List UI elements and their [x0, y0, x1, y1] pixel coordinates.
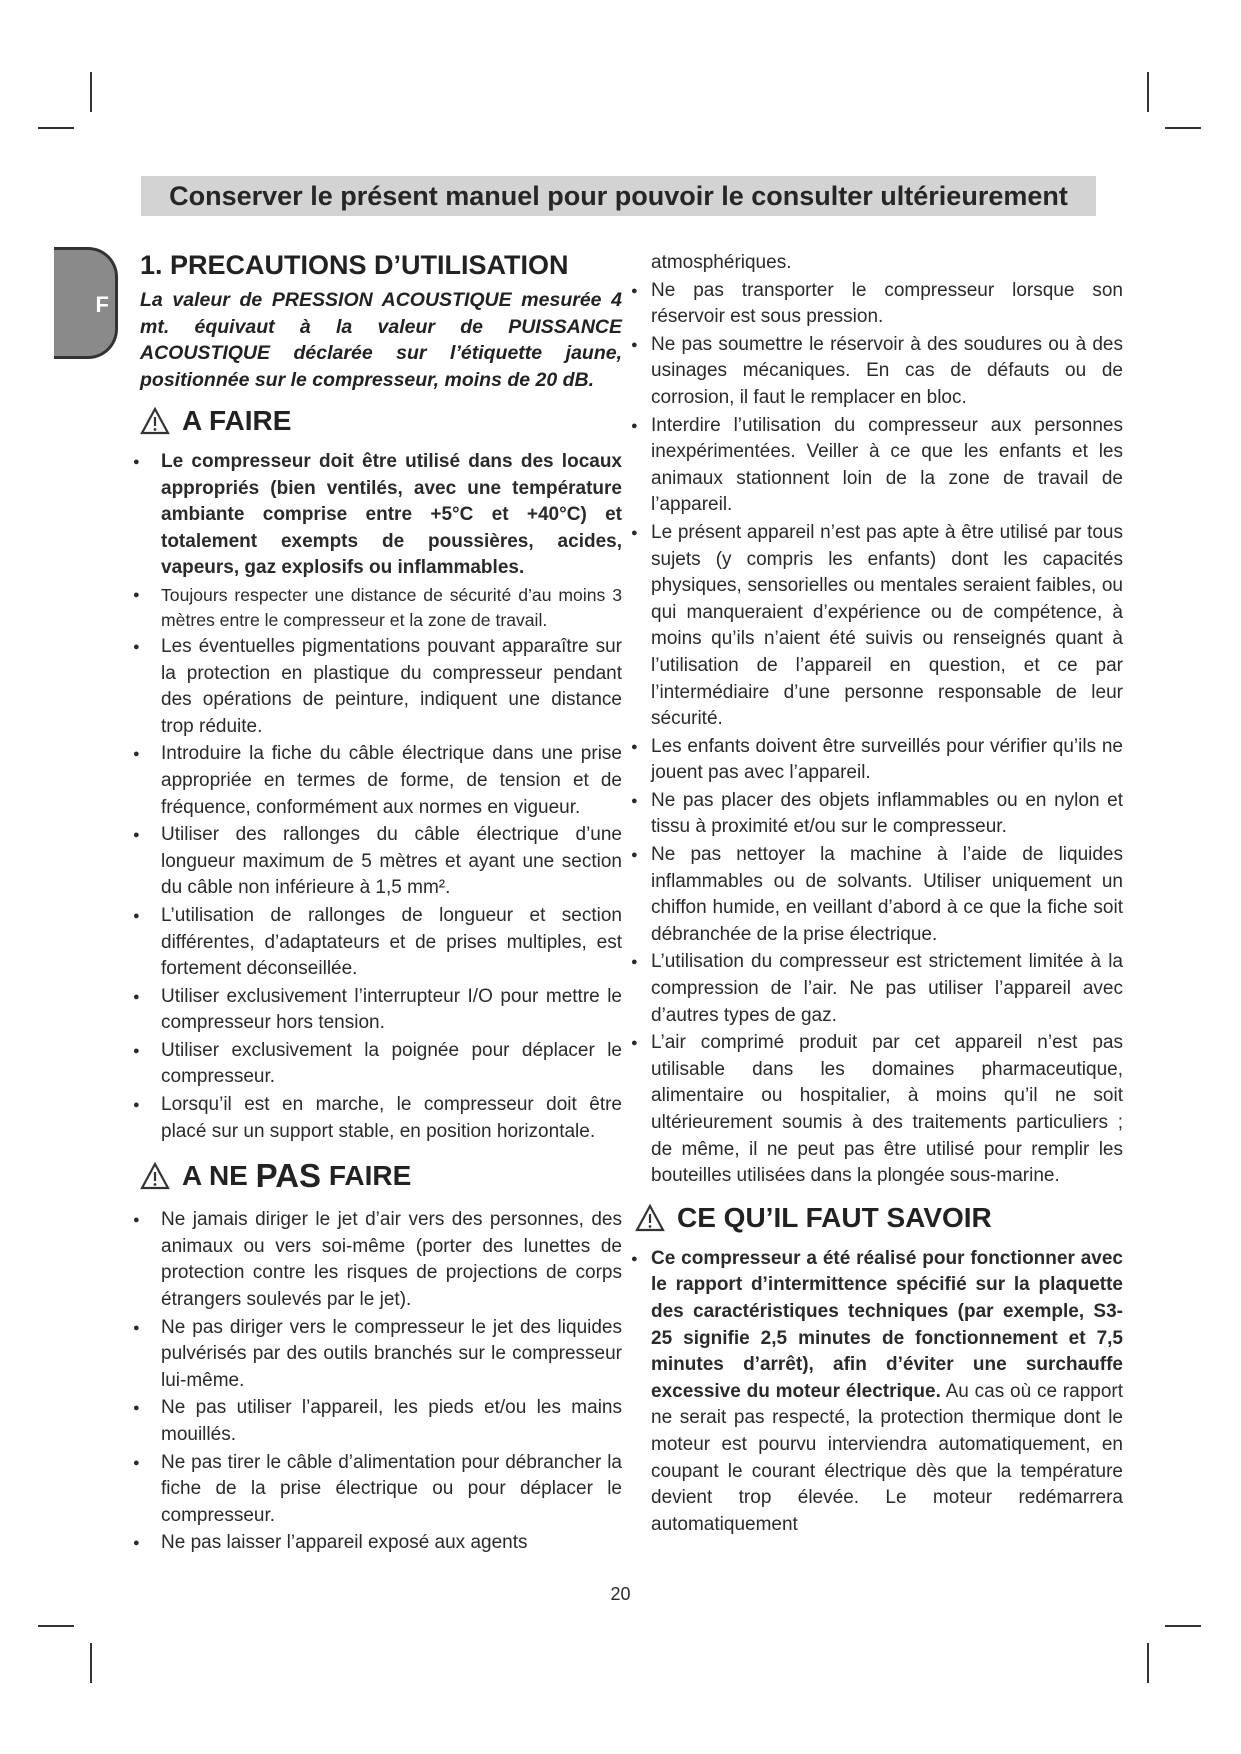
savoir-bold-text: Ce compresseur a été réalisé pour fonctionner avec le rapport d’intermittence spécifié sur la plaquette des caractéristiques techniques (par exemple, S3-25 signifie 2,5 minutes de fonctionnement et 7,5 minutes d’arrêt), afin d’éviter une surchauffe excessive du moteur électrique.: [651, 1247, 1123, 1402]
list-item: [651, 1246, 1123, 1539]
list-item: ● Utiliser exclusivement la poignée pour déplacer le compresseur.: [140, 1038, 622, 1091]
language-tab: [54, 247, 118, 359]
language-tab-label: F: [95, 292, 109, 317]
list-item: ● Ne jamais diriger le jet d’air vers des personnes, des animaux ou vers soi-même (porter des lunettes de protection contre les risques de projections de corps étrangers soulevés par le jet).: [140, 1207, 622, 1313]
right-list: [651, 278, 1123, 1190]
list-item: ● L’air comprimé produit par cet appareil n’est pas utilisable dans les domaines pharmaceutique, alimentaire ou hospitalier, à moins qu’il ne soit ultérieurement soumis à des traitements particuliers ; de même, il ne peut pas être utilisé pour remplir les bouteilles utilisées dans la plongée sous-marine.: [651, 1030, 1123, 1190]
section-heading: 1. PRECAUTIONS D’UTILISATION: [140, 250, 569, 280]
anepas-title-b: FAIRE: [328, 1160, 412, 1192]
afaire-list: [140, 449, 622, 1145]
savoir-rest-text: Au cas où ce rapport ne serait pas respecté, la protection thermique dont le moteur est pourvu interviendra automatiquement, en coupant le courant électrique dès que la température devient trop élevée. Le moteur redémarrera automatiquement: [651, 1380, 1124, 1535]
warning-triangle-icon: [140, 1162, 170, 1190]
list-item: ● Ne pas soumettre le réservoir à des soudures ou à des usinages mécaniques. En cas de défauts ou de corrosion, il faut le remplacer en bloc.: [651, 332, 1123, 412]
list-item: ● Le compresseur doit être utilisé dans des locaux appropriés (bien ventilés, avec une température ambiante comprise entre +5°C et +40°C) et totalement exempts de poussières, acides, vapeurs, gaz explosifs ou inflammables.: [140, 449, 622, 582]
list-item: ● Ne pas transporter le compresseur lorsque son réservoir est sous pression.: [651, 278, 1123, 331]
afaire-heading: [140, 405, 622, 437]
crop-mark: [1147, 72, 1149, 112]
crop-mark: [1165, 1625, 1201, 1627]
list-item: ● Ne pas nettoyer la machine à l’aide de liquides inflammables ou de solvants. Utiliser uniquement un chiffon humide, en veillant d’abord à ce que la fiche soit débranchée de la prise électrique.: [651, 842, 1123, 948]
list-item: ● Interdire l’utilisation du compresseur aux personnes inexpérimentées. Veiller à ce que les enfants et les animaux stationnent loin de la zone de travail de l’appareil.: [651, 413, 1123, 519]
page-banner: Conserver le présent manuel pour pouvoir le consulter ultérieurement: [141, 176, 1096, 216]
list-item: ● Ne pas laisser l’appareil exposé aux agents: [140, 1530, 622, 1557]
left-column: [140, 248, 622, 1558]
continuation-text: atmosphériques.: [651, 252, 792, 273]
savoir-title: CE QU’IL FAUT SAVOIR: [677, 1201, 992, 1233]
list-item: ● L’utilisation de rallonges de longueur et section différentes, d’adaptateurs et de prises multiples, est fortement déconseillée.: [140, 903, 622, 983]
list-item: ● Utiliser exclusivement l’interrupteur I/O pour mettre le compresseur hors tension.: [140, 984, 622, 1037]
anepas-title-a: A NE: [182, 1160, 248, 1192]
list-item: ● Ne pas utiliser l’appareil, les pieds et/ou les mains mouillés.: [140, 1395, 622, 1448]
list-item: ● Les enfants doivent être surveillés pour vérifier qu’ils ne jouent pas avec l’appareil.: [651, 734, 1123, 787]
page-number: 20: [610, 1584, 631, 1604]
savoir-heading: [635, 1202, 1123, 1234]
crop-mark: [1147, 1643, 1149, 1683]
savoir-list: [651, 1246, 1123, 1539]
list-item: ● L’utilisation du compresseur est strictement limitée à la compression de l’air. Ne pas utiliser l’appareil avec d’autres types de gaz.: [651, 949, 1123, 1029]
warning-triangle-icon: [140, 407, 170, 435]
list-item: ● Les éventuelles pigmentations pouvant apparaître sur la protection en plastique du compresseur pendant des opérations de peinture, indiquent une distance trop réduite.: [140, 634, 622, 740]
anepas-heading: [140, 1157, 622, 1195]
crop-mark: [38, 1625, 74, 1627]
list-item: ● Introduire la fiche du câble électrique dans une prise appropriée en termes de forme, de tension et de fréquence, conformément aux normes en vigueur.: [140, 741, 622, 821]
crop-mark: [1165, 127, 1201, 129]
crop-mark: [38, 127, 74, 129]
list-item: ● Toujours respecter une distance de sécurité d’au moins 3 mètres entre le compresseur et la zone de travail.: [140, 583, 622, 633]
crop-mark: [90, 1643, 92, 1683]
list-item: ● Ne pas tirer le câble d’alimentation pour débrancher la fiche de la prise électrique ou pour déplacer le compresseur.: [140, 1450, 622, 1530]
list-item: ● Le présent appareil n’est pas apte à être utilisé par tous sujets (y compris les enfants) dont les capacités physiques, sensorielles ou mentales seraient faibles, ou qui manqueraient d’expérience ou de compétence, à moins qu’ils n’aient été suivis ou renseignés quant à l’utilisation de l’appareil en question, et ce par l’intermédiaire d’une personne responsable de leur sécurité.: [651, 520, 1123, 733]
warning-triangle-icon: [635, 1204, 665, 1232]
crop-mark: [90, 72, 92, 112]
list-item: ● Ne pas diriger vers le compresseur le jet des liquides pulvérisés par des outils branchés sur le compresseur lui-même.: [140, 1315, 622, 1395]
anepas-title-pas: PAS: [255, 1157, 322, 1195]
afaire-title: A FAIRE: [182, 405, 292, 436]
list-item: ● Ne pas placer des objets inflammables ou en nylon et tissu à proximité et/ou sur le compresseur.: [651, 788, 1123, 841]
list-item: ● Utiliser des rallonges du câble électrique d’une longueur maximum de 5 mètres et ayant une section du câble non inférieure à 1,5 mm².: [140, 822, 622, 902]
list-item: ● Lorsqu’il est en marche, le compresseur doit être placé sur un support stable, en position horizontale.: [140, 1092, 622, 1145]
intro-paragraph: La valeur de PRESSION ACOUSTIQUE mesurée 4 mt. équivaut à la valeur de PUISSANCE ACOUSTIQUE déclarée sur l’étiquette jaune, positionnée sur le compresseur, moins de 20 dB.: [140, 289, 622, 391]
anepas-list: [140, 1207, 622, 1557]
right-column: [651, 250, 1123, 1539]
